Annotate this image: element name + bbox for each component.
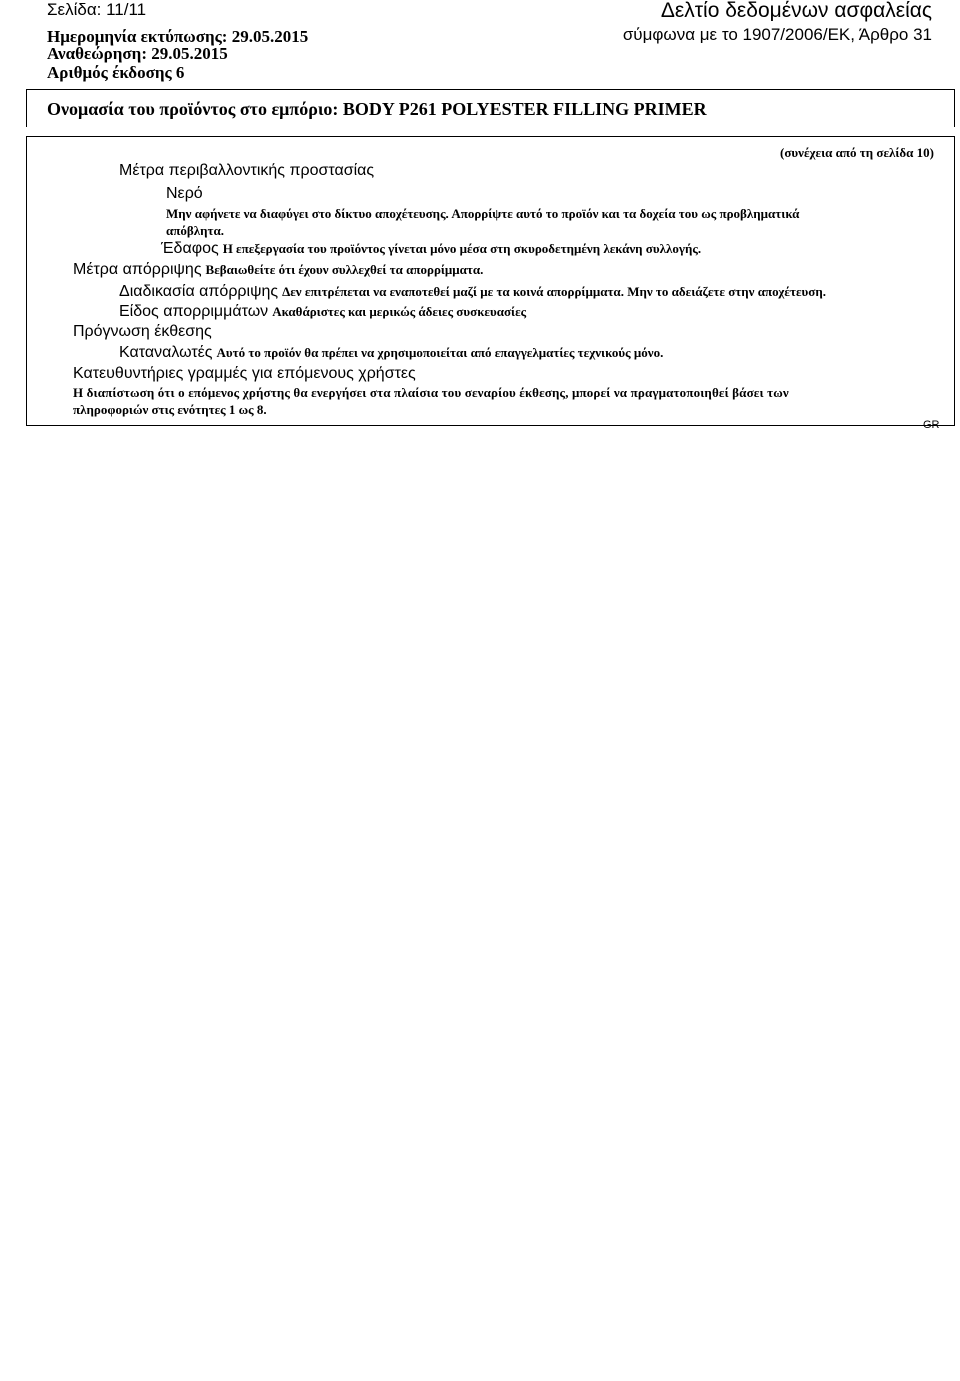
- waste-type-text: Ακαθάριστες και μερικώς άδειες συσκευασίες: [272, 304, 527, 319]
- document-title: Δελτίο δεδομένων ασφαλείας: [660, 0, 932, 22]
- soil-row: [161, 240, 701, 258]
- disposal-heading: Μέτρα απόρριψης: [73, 261, 202, 278]
- downstream-heading: Κατευθυντήριες γραμμές για επόμενους χρήστες: [73, 365, 416, 382]
- product-name: Ονομασία του προϊόντος στο εμπόριο: BODY P261 POLYESTER FILLING PRIMER: [47, 99, 707, 119]
- water-text-line1: Μην αφήνετε να διαφύγει στο δίκτυο αποχέτευσης. Απορρίψτε αυτό το προϊόν και τα δοχεία του ως προβληματικά: [166, 206, 800, 221]
- waste-type-row: [119, 303, 526, 321]
- page-header: [0, 0, 960, 90]
- downstream-text-line1: Η διαπίστωση ότι ο επόμενος χρήστης θα ενεργήσει στα πλαίσια του σεναρίου έκθεσης, μπορεί να πραγματοποιηθεί βάσει των: [73, 385, 789, 400]
- consumers-row: [119, 344, 663, 362]
- water-text-line2: απόβλητα.: [166, 223, 224, 238]
- soil-heading: Έδαφος: [161, 240, 219, 257]
- downstream-text-line2: πληροφοριών στις ενότητες 1 ως 8.: [73, 402, 267, 417]
- water-heading: Νερό: [166, 185, 203, 202]
- exposure-heading: Πρόγνωση έκθεσης: [73, 323, 212, 340]
- page-number: Σελίδα: 11/11: [47, 0, 147, 19]
- environment-heading: Μέτρα περιβαλλοντικής προστασίας: [119, 162, 375, 179]
- waste-type-heading: Είδος απορριμμάτων: [119, 303, 269, 320]
- revision-date: Αναθεώρηση: 29.05.2015: [47, 44, 228, 63]
- disposal-row: [73, 261, 483, 279]
- version-number: Αριθμός έκδοσης 6: [47, 63, 185, 82]
- soil-text: Η επεξεργασία του προϊόντος γίνεται μόνο μέσα στη σκυροδετημένη λεκάνη συλλογής.: [222, 241, 702, 256]
- product-name-bar: [26, 89, 955, 127]
- disposal-text: Βεβαιωθείτε ότι έχουν συλλεχθεί τα απορρίμματα.: [205, 262, 484, 277]
- header-title-block: [623, 0, 932, 45]
- procedure-heading: Διαδικασία απόρριψης: [119, 283, 279, 300]
- regulation-reference: σύμφωνα με το 1907/2006/ΕΚ, Άρθρο 31: [622, 25, 932, 44]
- print-date: Ημερομηνία εκτύπωσης: 29.05.2015: [47, 27, 309, 46]
- procedure-row: [119, 283, 826, 301]
- procedure-text: Δεν επιτρέπεται να εναποτεθεί μαζί με τα κοινά απορρίμματα. Μην το αδειάζετε στην αποχέτευση.: [282, 284, 826, 299]
- consumers-text: Αυτό το προϊόν θα πρέπει να χρησιμοποιείται από επαγγελματίες τεχνικούς μόνο.: [216, 345, 664, 360]
- section-13-content: [26, 136, 955, 426]
- country-code: GR: [923, 419, 940, 431]
- consumers-heading: Καταναλωτές: [119, 344, 213, 361]
- continuation-note: (συνέχεια από τη σελίδα 10): [780, 145, 934, 160]
